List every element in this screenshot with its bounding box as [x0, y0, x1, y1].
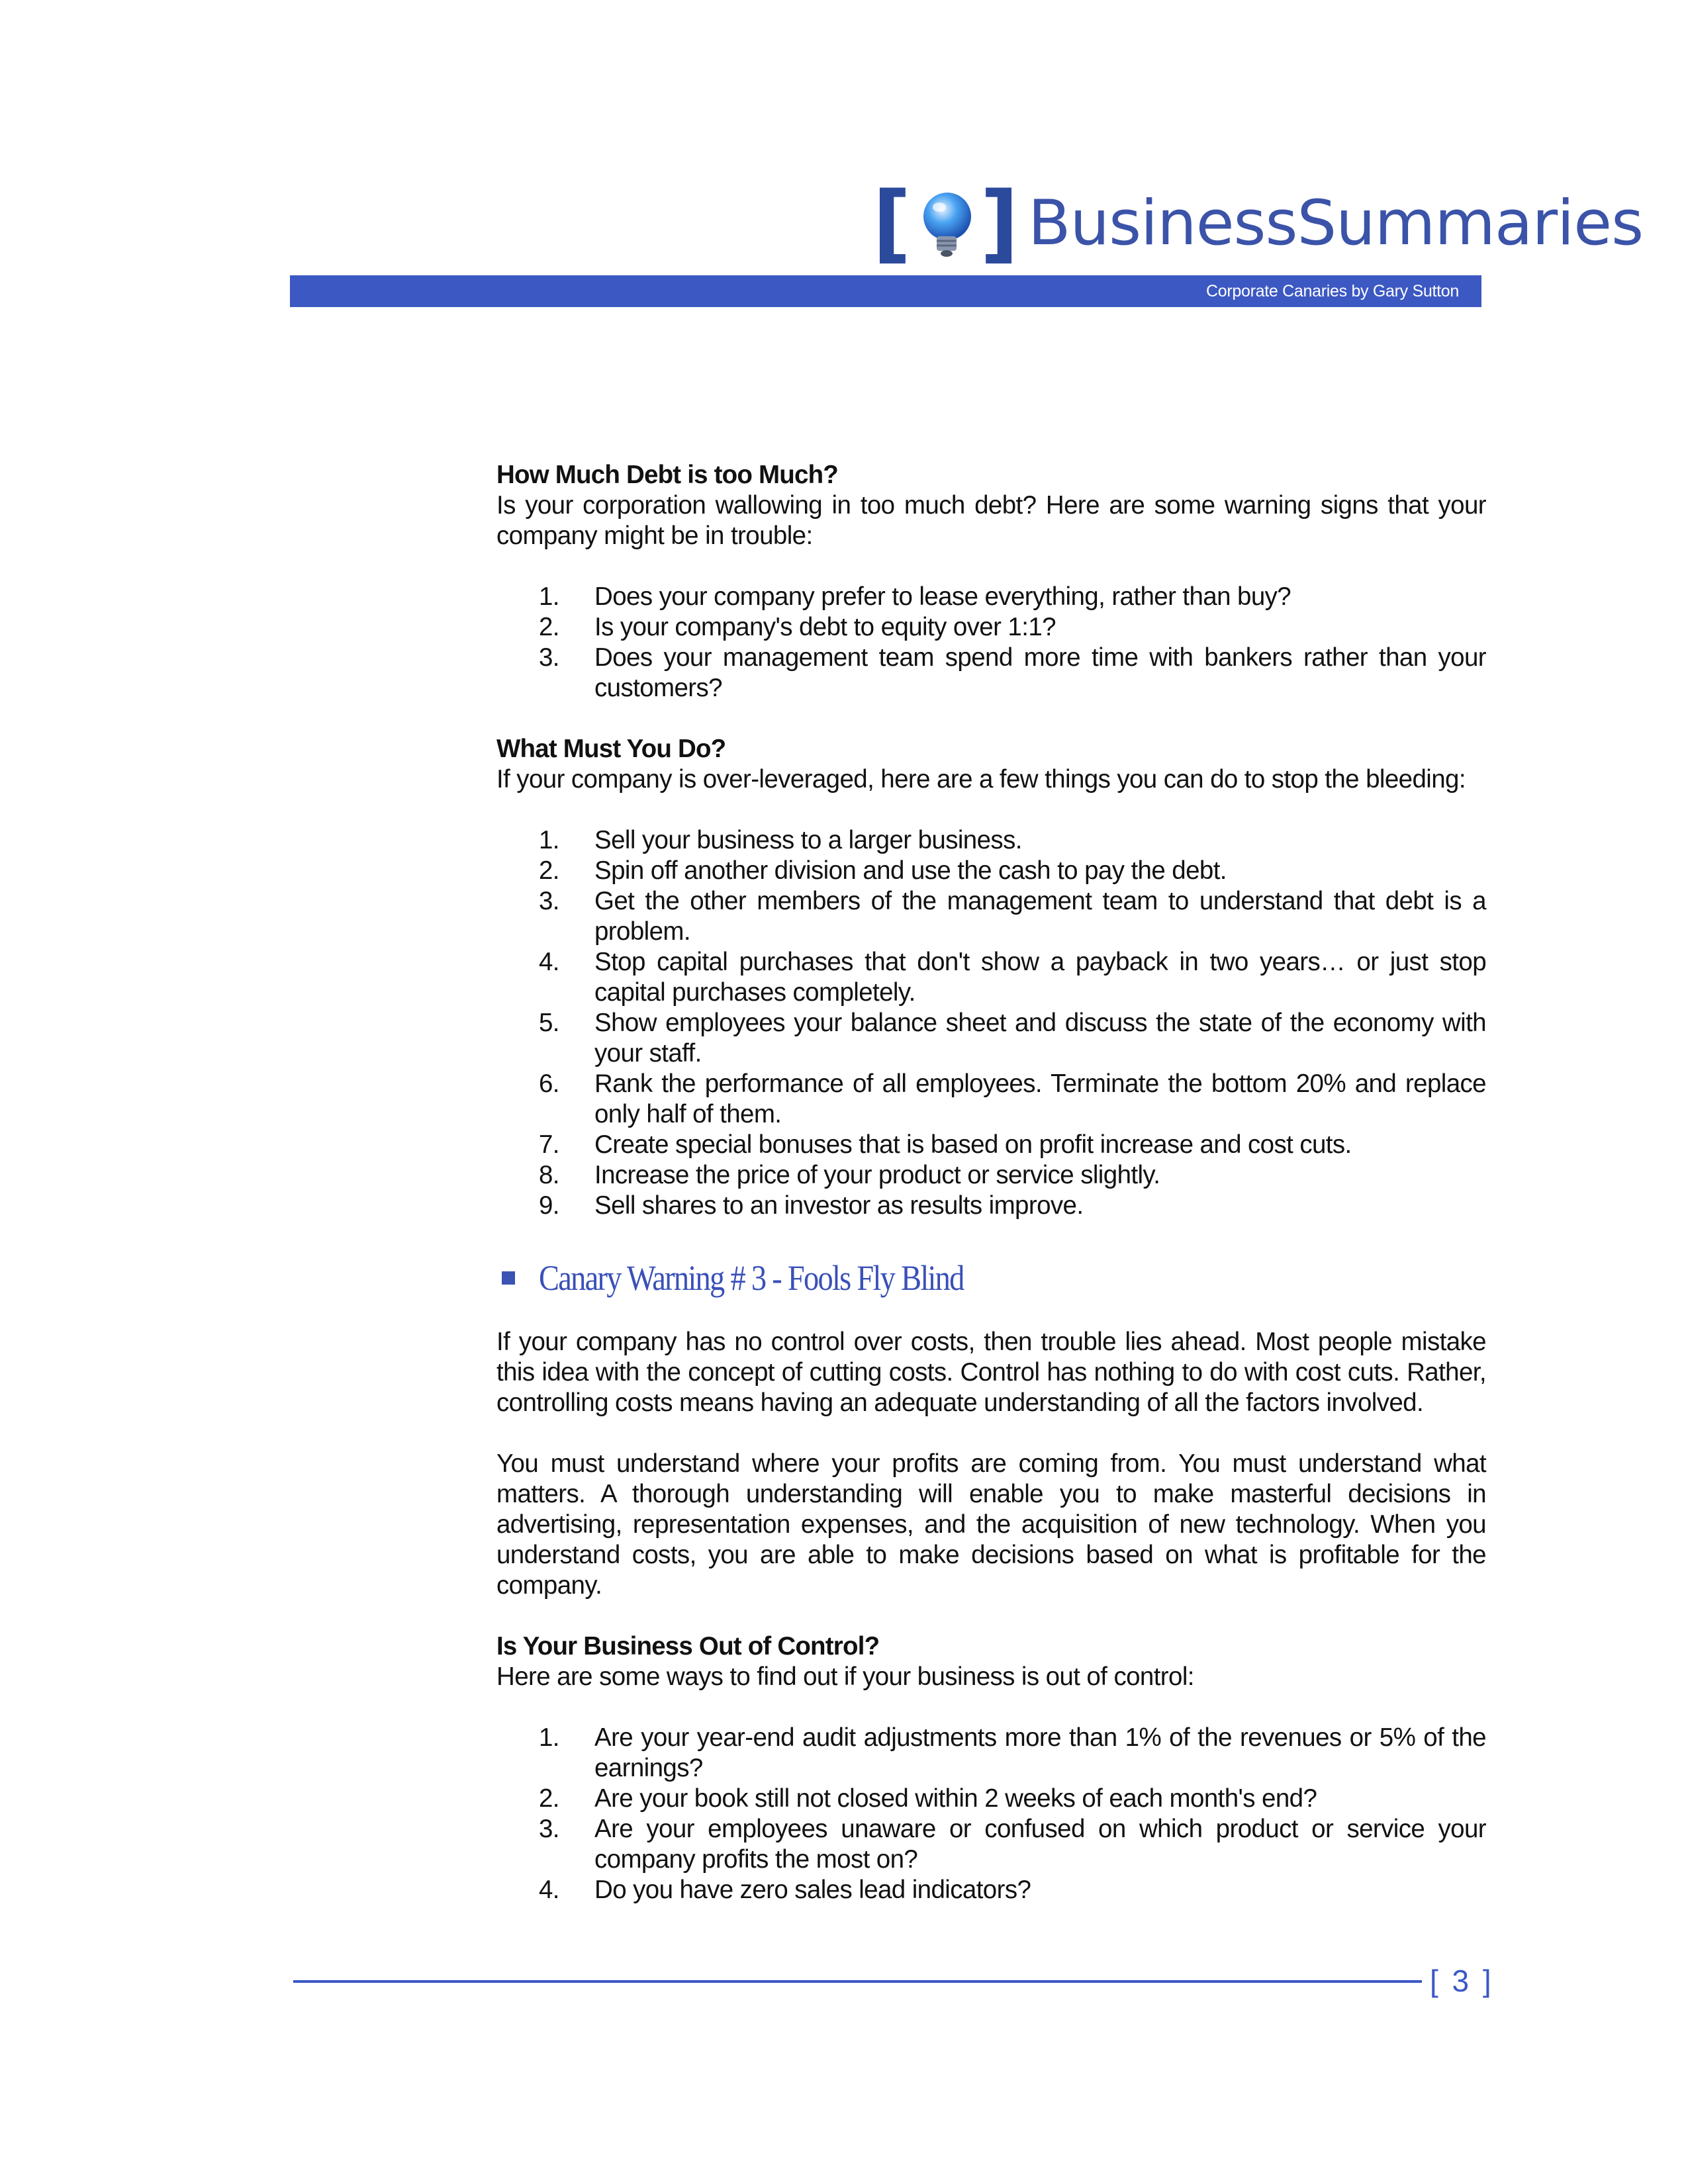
list-number: 3.: [539, 887, 559, 915]
brand-name: BusinessSummaries: [1028, 187, 1644, 259]
action-intro: If your company is over-leveraged, here are a few things you can do to stop the bleeding:: [496, 765, 1466, 794]
control-intro: Here are some ways to find out if your business is out of control:: [496, 1662, 1194, 1691]
list-item-text: Are your year-end audit adjustments more than 1% of the revenues or 5% of the earnings?: [594, 1723, 1486, 1782]
list-item-text: Does your management team spend more time with bankers rather than your customers?: [594, 643, 1486, 702]
list-item-text: Is your company's debt to equity over 1:1?: [594, 613, 1056, 641]
list-item-text: Get the other members of the management team to understand that debt is a problem.: [594, 887, 1486, 946]
list-item: [539, 643, 1486, 704]
list-item: [539, 1723, 1486, 1784]
debt-heading: How Much Debt is too Much?: [496, 461, 839, 489]
list-item-text: Increase the price of your product or service slightly.: [594, 1161, 1160, 1189]
list-item: [539, 856, 1486, 886]
list-number: 3.: [539, 1815, 559, 1843]
list-item-text: Stop capital purchases that don't show a payback in two years… or just stop capital purchases completely.: [594, 948, 1486, 1007]
control-heading: Is Your Business Out of Control?: [496, 1632, 880, 1661]
list-item-text: Create special bonuses that is based on profit increase and cost cuts.: [594, 1130, 1352, 1159]
list-item-text: Sell shares to an investor as results improve.: [594, 1191, 1084, 1220]
control-list: [496, 1723, 1486, 1905]
list-number: 3.: [539, 643, 559, 672]
list-item: [539, 1814, 1486, 1875]
logo-bracket-open: [: [872, 174, 912, 273]
list-item-text: Are your employees unaware or confused on which product or service your company profits the most on?: [594, 1815, 1486, 1874]
list-number: 2.: [539, 1784, 559, 1813]
document-byline: Corporate Canaries by Gary Sutton: [1206, 282, 1459, 300]
list-number: 1.: [539, 582, 559, 611]
list-number: 9.: [539, 1191, 559, 1220]
list-number: 8.: [539, 1161, 559, 1189]
list-number: 4.: [539, 1876, 559, 1904]
list-item-text: Show employees your balance sheet and discuss the state of the economy with your staff.: [594, 1009, 1486, 1068]
list-item: [539, 886, 1486, 947]
list-item: [539, 1160, 1486, 1191]
action-heading: What Must You Do?: [496, 735, 726, 763]
list-item-text: Spin off another division and use the cash to pay the debt.: [594, 856, 1227, 885]
list-number: 2.: [539, 613, 559, 641]
list-item: [539, 947, 1486, 1008]
list-item: [539, 1130, 1486, 1160]
list-number: 7.: [539, 1130, 559, 1159]
list-item: [539, 825, 1486, 856]
list-item: [539, 1784, 1486, 1814]
list-item-text: Does your company prefer to lease everything, rather than buy?: [594, 582, 1291, 611]
list-item: [539, 1191, 1486, 1221]
debt-intro: Is your corporation wallowing in too much debt? Here are some warning signs that your company might be in trouble:: [496, 491, 1486, 550]
list-item: [539, 582, 1486, 612]
canary-section-title: [496, 1254, 1486, 1302]
action-list: [496, 825, 1486, 1221]
page-number: [ 3 ]: [1430, 1964, 1494, 1998]
list-item-text: Rank the performance of all employees. Terminate the bottom 20% and replace only half of them.: [594, 1069, 1486, 1128]
canary-paragraph-2: You must understand where your profits are coming from. You must understand what matters. A thorough understanding will enable you to make masterful decisions in advertising, representation expenses, and the acquisition of new technology. When you understand costs, you are able to make decisions based on what is profitable for the company.: [496, 1449, 1486, 1600]
list-number: 4.: [539, 948, 559, 976]
canary-title-text: Canary Warning # 3 - Fools Fly Blind: [539, 1258, 964, 1298]
footer-rule: [293, 1980, 1422, 1983]
list-number: 1.: [539, 826, 559, 854]
list-item-text: Sell your business to a larger business.: [594, 826, 1022, 854]
list-item: [539, 1875, 1486, 1905]
list-number: 1.: [539, 1723, 559, 1752]
header-bar: [290, 275, 1481, 307]
square-bullet-icon: [502, 1271, 515, 1285]
paragraph-spacer: [496, 1601, 1486, 1631]
list-item: [539, 1008, 1486, 1069]
canary-paragraph-1: If your company has no control over costs, then trouble lies ahead. Most people mistake this idea with the concept of cutting costs. Control has nothing to do with cost cuts. Rather, controlling costs means having an adequate understanding of all the factors involved.: [496, 1328, 1486, 1417]
lightbulb-icon: [914, 187, 978, 260]
list-number: 5.: [539, 1009, 559, 1037]
list-item: [539, 612, 1486, 643]
list-number: 6.: [539, 1069, 559, 1098]
page-content: [496, 460, 1486, 1905]
paragraph-spacer: [496, 1418, 1486, 1449]
logo-bracket-close: ]: [980, 174, 1019, 273]
list-item-text: Do you have zero sales lead indicators?: [594, 1876, 1031, 1904]
list-number: 2.: [539, 856, 559, 885]
list-item-text: Are your book still not closed within 2 weeks of each month's end?: [594, 1784, 1317, 1813]
debt-warning-list: [496, 582, 1486, 704]
brand-logo: [872, 174, 1644, 273]
list-item: [539, 1069, 1486, 1130]
